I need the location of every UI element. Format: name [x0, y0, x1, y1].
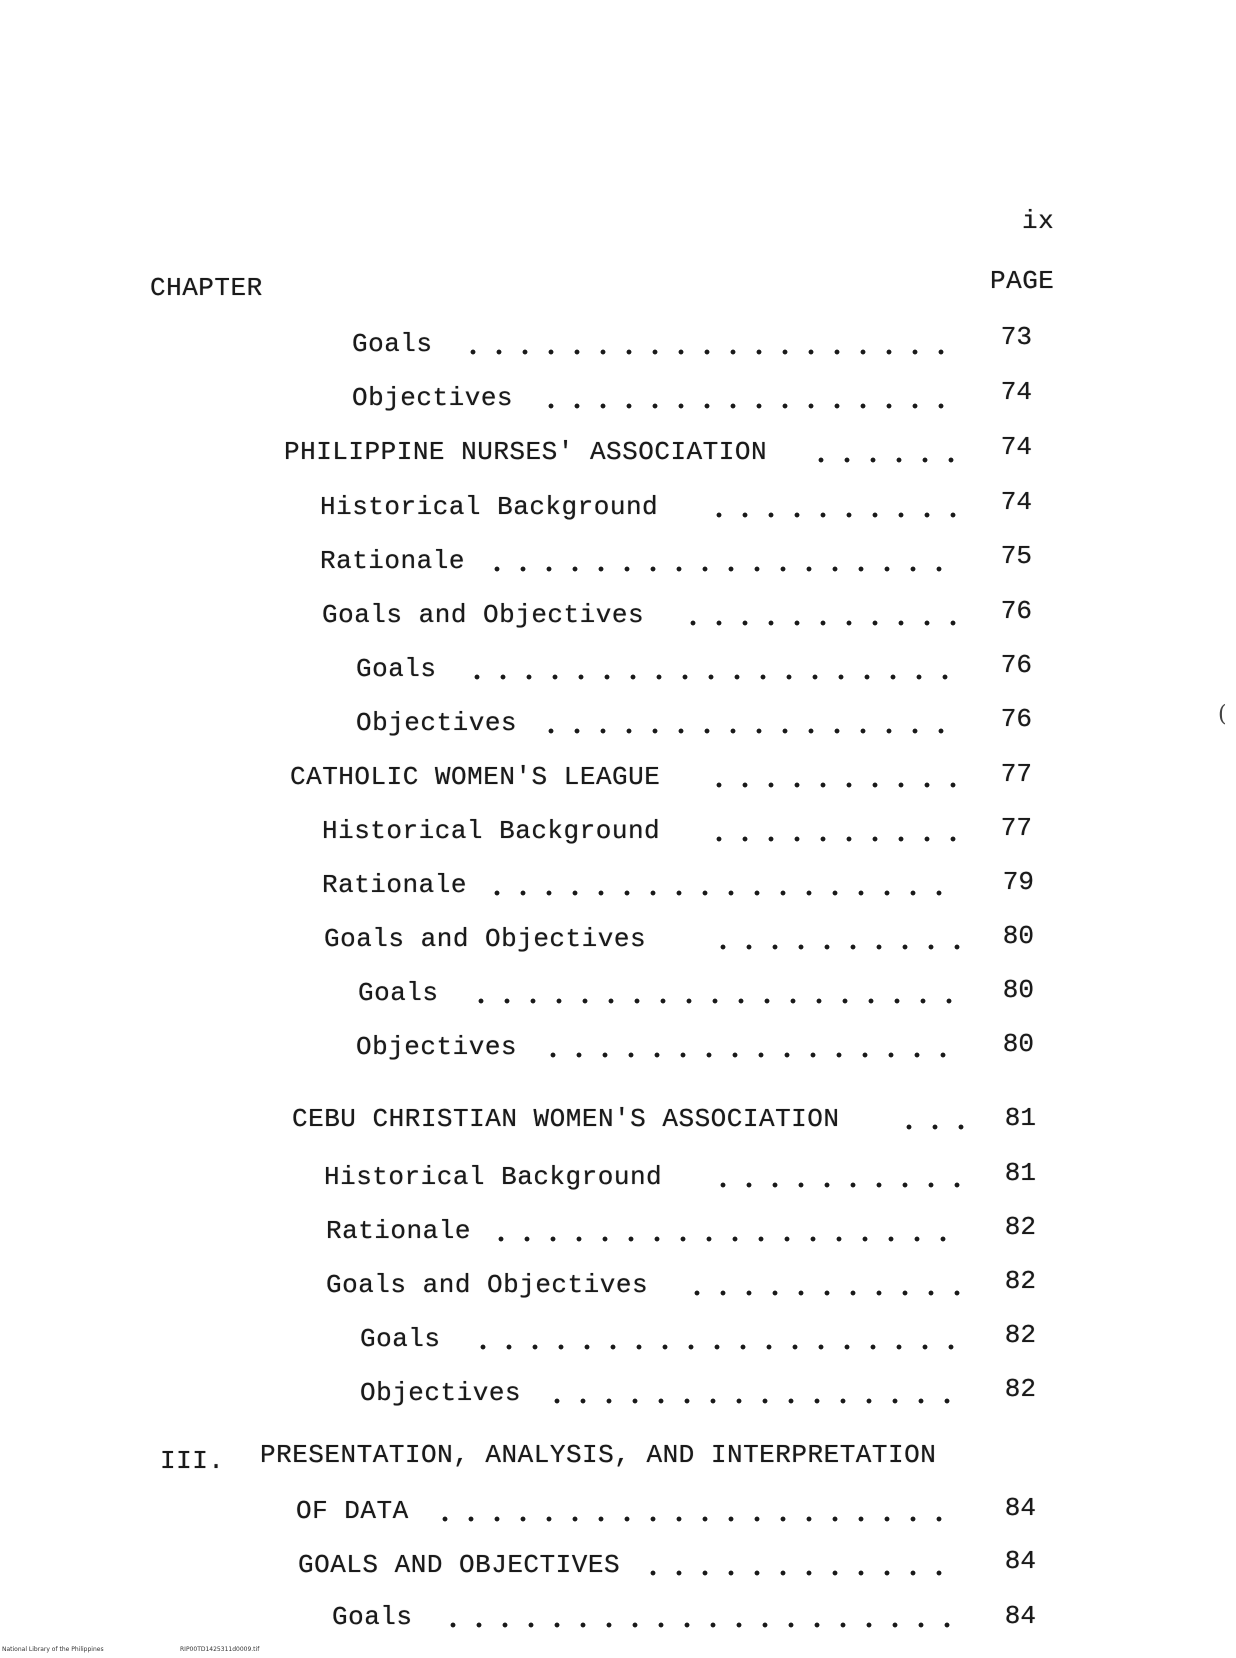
dot-leader: [896, 1104, 974, 1134]
toc-entry-title: Goals: [332, 1602, 413, 1632]
toc-section-title: OF DATA: [296, 1496, 409, 1526]
toc-entry-title: Objectives: [360, 1378, 522, 1408]
dot-leader: [540, 1032, 960, 1062]
library-credit: National Library of the Philippines: [2, 1646, 104, 1653]
toc-entry-page: 75: [1000, 541, 1032, 571]
toc-entry-title: Objectives: [356, 1032, 518, 1062]
toc-entry-title: Rationale: [326, 1216, 471, 1246]
toc-entry-page: 74: [1000, 487, 1032, 517]
dot-leader: [484, 870, 960, 900]
dot-leader: [538, 383, 960, 413]
toc-section-title: GOALS AND OBJECTIVES: [298, 1550, 621, 1580]
dot-leader: [710, 1162, 960, 1192]
toc-entry-title: Rationale: [322, 870, 467, 900]
toc-entry-page: 84: [1004, 1601, 1036, 1631]
toc-entry-title: Objectives: [356, 708, 518, 738]
toc-entry-title: Goals and Objectives: [322, 600, 645, 630]
toc-entry-page: 82: [1004, 1374, 1036, 1404]
dot-leader: [706, 816, 960, 846]
toc-entry-page: 76: [1000, 596, 1032, 626]
toc-entry-page: 74: [1000, 432, 1032, 462]
toc-entry-page: 84: [1004, 1546, 1036, 1576]
dot-leader: [684, 1270, 960, 1300]
page-number: ix: [1022, 206, 1055, 236]
toc-entry-page: 79: [1002, 867, 1034, 897]
dot-leader: [640, 1550, 960, 1580]
dot-leader: [464, 654, 960, 684]
toc-entry-title: Historical Background: [320, 492, 659, 522]
chapter-title: PRESENTATION, ANALYSIS, AND INTERPRETATION: [260, 1440, 937, 1470]
dot-leader: [706, 492, 960, 522]
toc-entry-page: 81: [1004, 1103, 1036, 1133]
toc-entry-page: 80: [1002, 921, 1034, 951]
dot-leader: [710, 924, 960, 954]
toc-entry-title: Goals and Objectives: [324, 924, 647, 954]
toc-entry-page: 76: [1000, 704, 1032, 734]
toc-entry-page: 81: [1004, 1158, 1036, 1188]
dot-leader: [468, 978, 960, 1008]
dot-leader: [432, 1496, 960, 1526]
toc-entry-page: 77: [1000, 759, 1032, 789]
toc-entry-page: 76: [1000, 650, 1032, 680]
toc-section-title: CEBU CHRISTIAN WOMEN'S ASSOCIATION: [292, 1104, 840, 1134]
dot-leader: [538, 708, 960, 738]
toc-entry-title: Rationale: [320, 546, 465, 576]
dot-leader: [488, 1216, 960, 1246]
scan-file-code: RIP00TD1425311d0009.tif: [180, 1646, 260, 1653]
toc-entry-page: 77: [1000, 813, 1032, 843]
toc-entry-page: 82: [1004, 1212, 1036, 1242]
toc-entry-title: Goals and Objectives: [326, 1270, 649, 1300]
toc-entry-title: Objectives: [352, 383, 514, 413]
toc-entry-page: 74: [1000, 377, 1032, 407]
chapter-column-label: CHAPTER: [150, 273, 263, 303]
toc-entry-title: Goals: [352, 329, 433, 359]
dot-leader: [440, 1602, 960, 1632]
toc-entry-title: Goals: [358, 978, 439, 1008]
dot-leader: [680, 600, 960, 630]
toc-entry-page: 80: [1002, 975, 1034, 1005]
page-column-label: PAGE: [990, 266, 1055, 296]
toc-section-title: PHILIPPINE NURSES' ASSOCIATION: [284, 437, 768, 467]
dot-leader: [460, 329, 960, 359]
toc-section-title: CATHOLIC WOMEN'S LEAGUE: [290, 762, 661, 792]
toc-entry-title: Goals: [360, 1324, 441, 1354]
toc-entry-title: Historical Background: [322, 816, 661, 846]
dot-leader: [706, 762, 960, 792]
toc-entry-page: 82: [1004, 1320, 1036, 1350]
toc-entry-page: 84: [1004, 1493, 1036, 1523]
toc-entry-page: 82: [1004, 1266, 1036, 1296]
toc-entry-page: 73: [1000, 322, 1032, 352]
dot-leader: [544, 1378, 960, 1408]
dot-leader: [470, 1324, 960, 1354]
dot-leader: [808, 437, 960, 467]
dot-leader: [484, 546, 960, 576]
toc-entry-page: 80: [1002, 1029, 1034, 1059]
chapter-numeral: III.: [160, 1446, 225, 1476]
toc-entry-title: Goals: [356, 654, 437, 684]
scan-mark: (: [1218, 702, 1227, 727]
toc-entry-title: Historical Background: [324, 1162, 663, 1192]
